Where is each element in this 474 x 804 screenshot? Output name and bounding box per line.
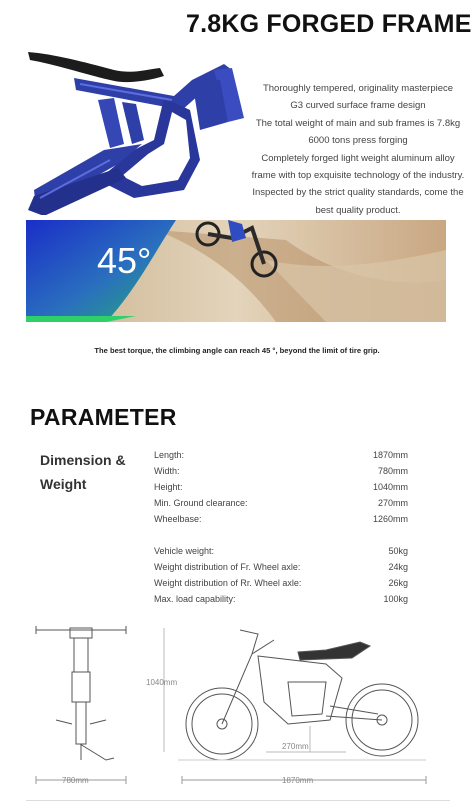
spec-label: Weight distribution of Rr. Wheel axle: <box>154 578 302 588</box>
dimension-drawing <box>26 620 450 792</box>
description-line: Completely forged light weight aluminum alloy <box>261 152 455 164</box>
description-line: best quality product. <box>315 204 401 216</box>
heading-line: Dimension & <box>40 452 126 468</box>
spec-value: 50kg <box>388 546 408 556</box>
spec-value: 780mm <box>377 466 408 476</box>
spec-label: Wheelbase: <box>154 514 202 524</box>
description-line: G3 curved surface frame design <box>290 100 426 112</box>
spec-row-vehicle-weight <box>154 546 408 560</box>
description-line: frame with top exquisite technology of the industry. <box>251 170 465 182</box>
section-divider <box>26 800 450 801</box>
spec-value: 24kg <box>388 562 408 572</box>
spec-label: Max. load capability: <box>154 594 236 604</box>
length-dimension-label: 1870mm <box>282 776 314 785</box>
spec-label: Length: <box>154 450 185 460</box>
forged-frame-image <box>14 40 249 215</box>
frame-title: 7.8KG FORGED FRAME <box>186 10 472 38</box>
climbing-angle-value: 45° <box>97 240 152 281</box>
spec-row-length <box>154 450 408 464</box>
spec-label: Min. Ground clearance: <box>154 498 248 508</box>
spec-value: 26kg <box>388 578 408 588</box>
description-line: Thoroughly tempered, originality masterpiece <box>262 83 454 94</box>
climbing-caption: The best torque, the climbing angle can reach 45 °, beyond the limit of tire grip. <box>94 346 380 355</box>
spec-label: Width: <box>154 466 180 476</box>
spec-row-height <box>154 482 408 496</box>
parameter-heading: PARAMETER <box>30 404 177 430</box>
description-line: 6000 tons press forging <box>308 135 408 147</box>
description-line: The total weight of main and sub frames is 7.8kg <box>255 117 461 129</box>
spec-value: 270mm <box>377 498 408 508</box>
spec-value: 1870mm <box>372 450 408 460</box>
spec-row-max-load <box>154 594 408 608</box>
heading-line: Weight <box>40 476 87 492</box>
spec-row-front-axle-weight <box>154 562 408 576</box>
spec-row-rear-axle-weight <box>154 578 408 592</box>
spec-row-width <box>154 466 408 480</box>
spec-row-ground-clearance <box>154 498 408 512</box>
width-dimension-label: 780mm <box>62 776 89 785</box>
frame-description <box>246 80 470 219</box>
spec-value: 1040mm <box>372 482 408 492</box>
height-dimension-label: 1040mm <box>146 678 178 687</box>
spec-label: Weight distribution of Fr. Wheel axle: <box>154 562 301 572</box>
dimension-weight-heading <box>40 448 126 496</box>
spec-label: Height: <box>154 482 183 492</box>
spec-value: 100kg <box>383 594 408 604</box>
clearance-dimension-label: 270mm <box>282 742 309 751</box>
spec-row-wheelbase <box>154 514 408 528</box>
spec-value: 1260mm <box>372 514 408 524</box>
spec-label: Vehicle weight: <box>154 546 215 556</box>
climbing-angle-banner <box>26 220 446 322</box>
description-line: Inspected by the strict quality standards, come the <box>252 187 464 199</box>
